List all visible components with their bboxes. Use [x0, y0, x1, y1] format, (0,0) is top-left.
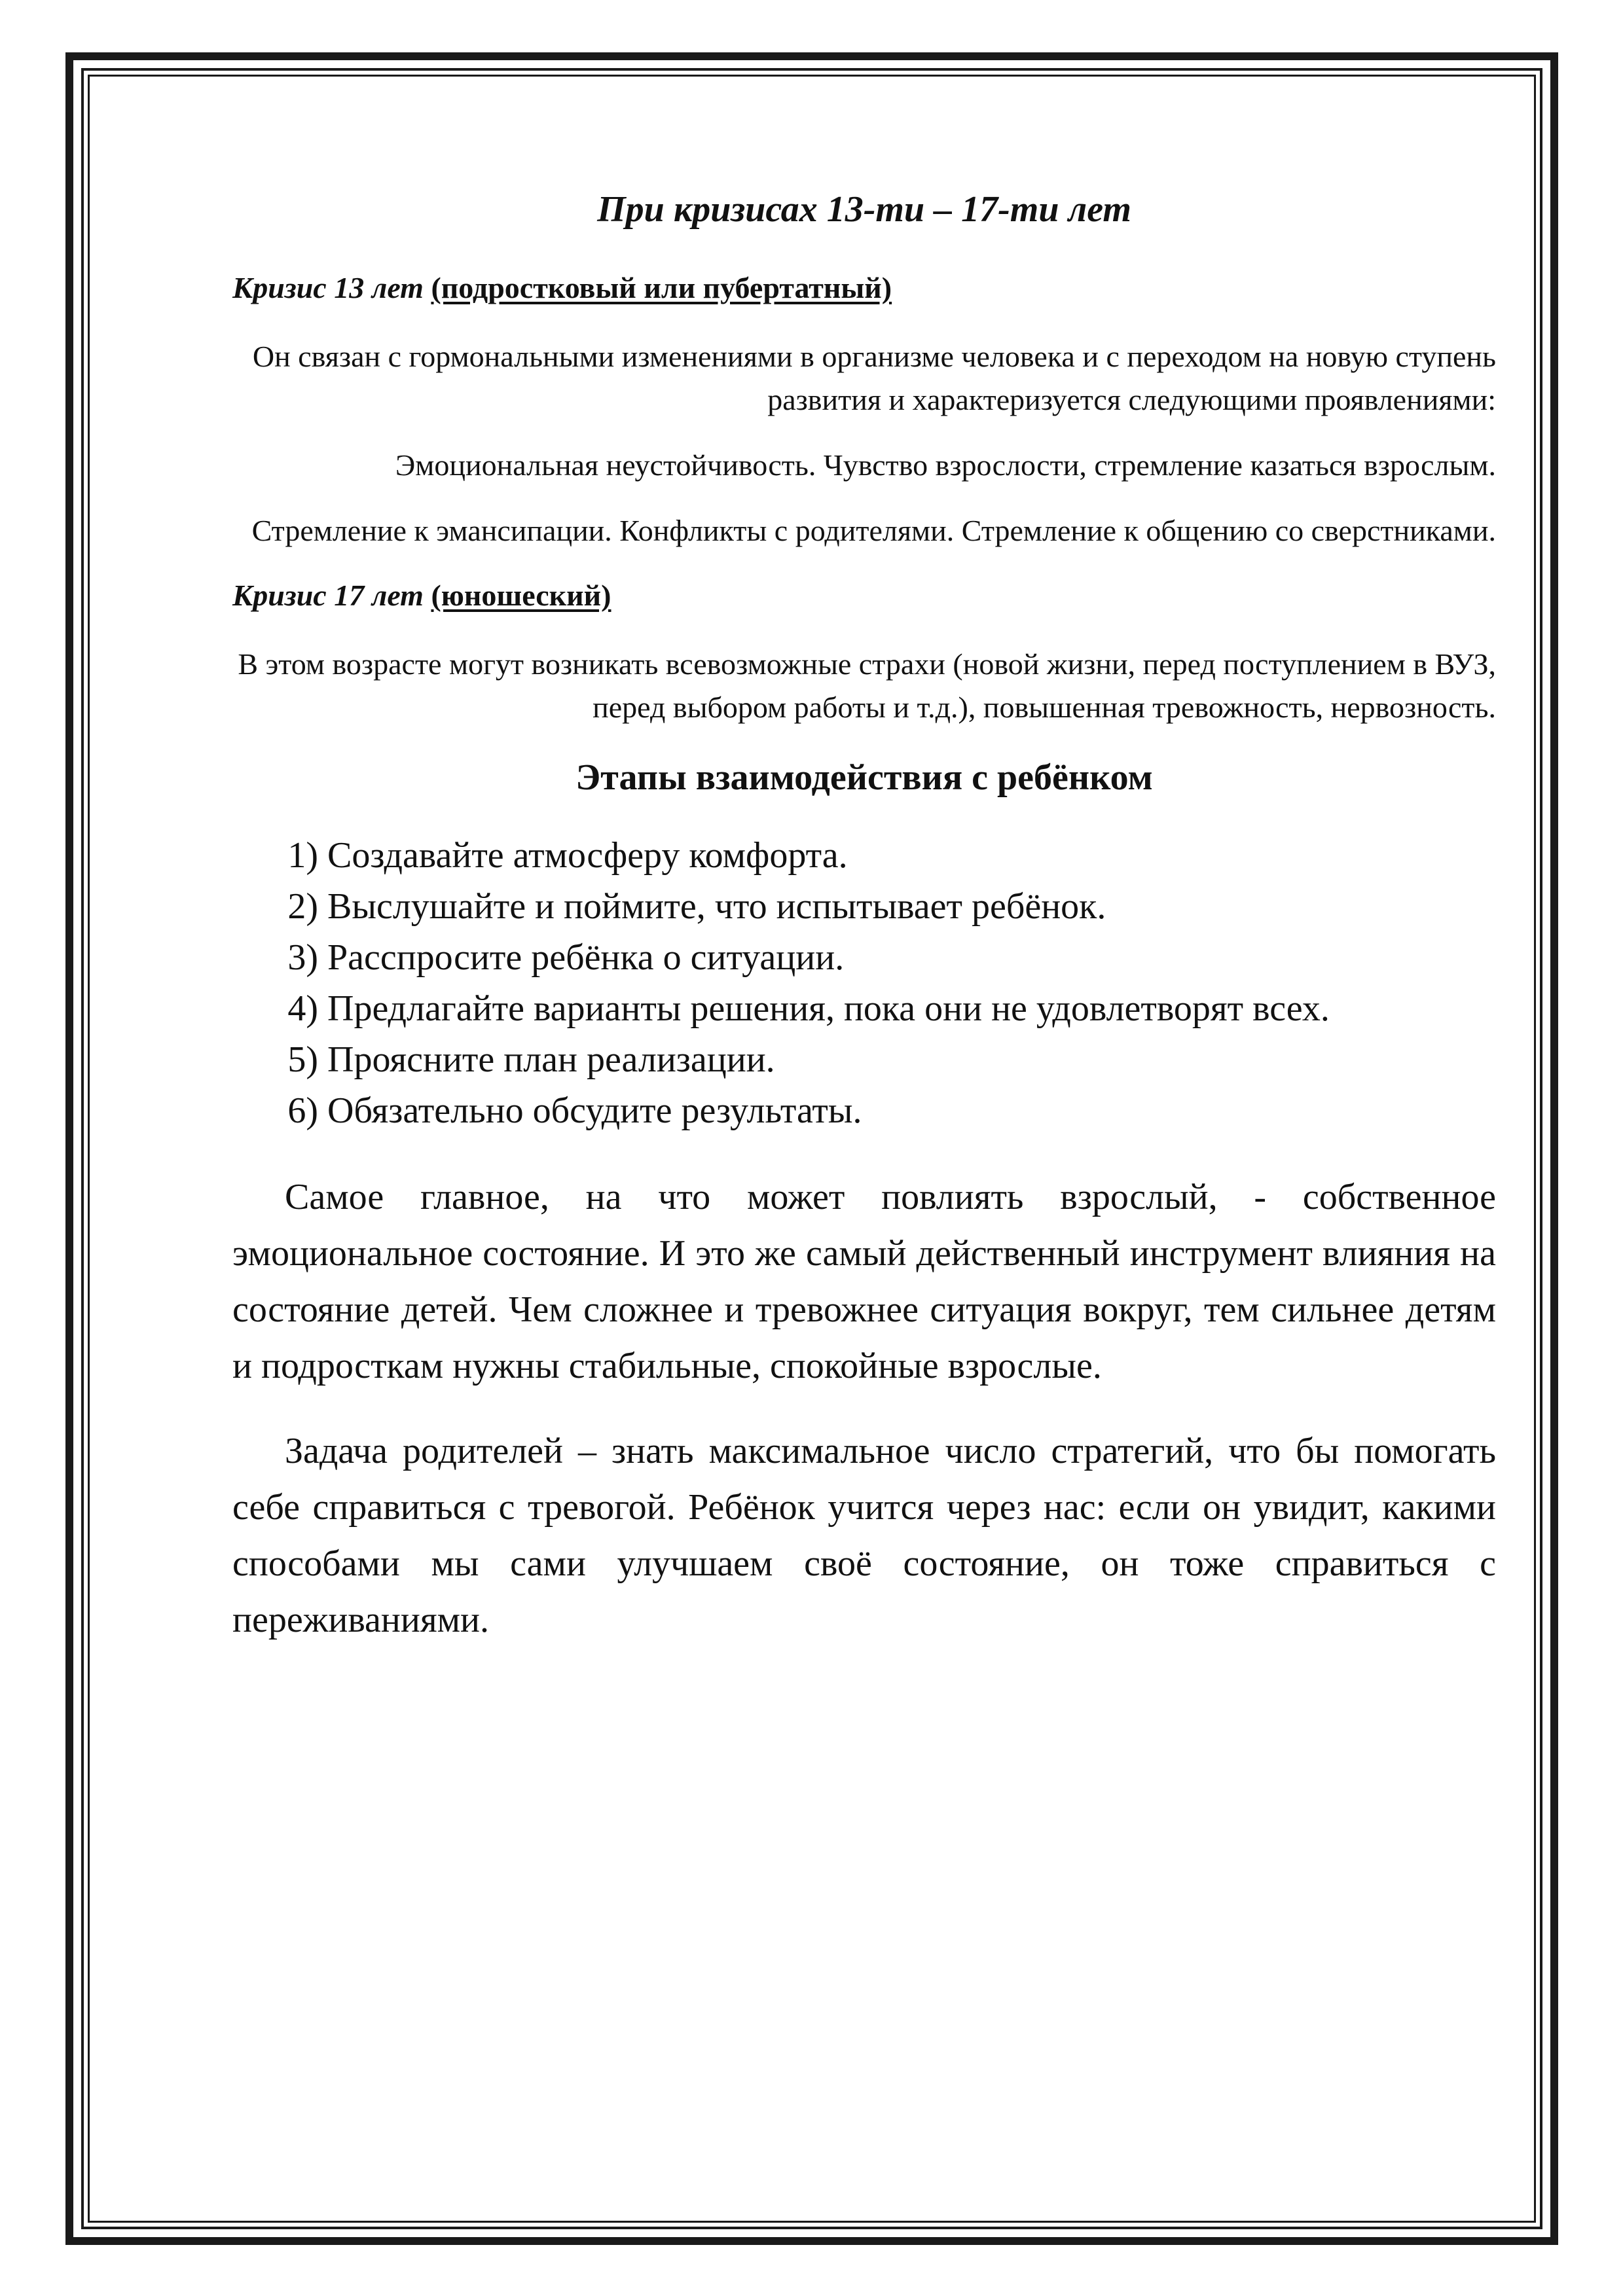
stages-title: Этапы взаимодействия с ребёнком	[575, 757, 1153, 798]
list-item	[232, 1034, 1496, 1085]
list-item-number: 4)	[287, 988, 318, 1029]
list-item	[232, 983, 1496, 1034]
list-item-text: Обязательно обсудите результаты.	[327, 1090, 862, 1131]
crisis-17-label: Кризис 17 лет	[232, 579, 424, 612]
crisis-13-heading	[232, 267, 1496, 309]
list-item-text: Предлагайте варианты решения, пока они не удовлетворят всех.	[327, 988, 1330, 1029]
list-item-text: Проясните план реализации.	[327, 1039, 775, 1080]
list-item	[232, 1085, 1496, 1136]
crisis-13-paragraph: Он связан с гормональными изменениями в организме человека и с переходом на новую ступень развития и характеризуется следующими проявлениями:	[252, 340, 1496, 416]
crisis-13-paragraph: Эмоциональная неустойчивость. Чувство взрослости, стремление казаться взрослым.	[395, 448, 1496, 482]
crisis-13-paragraph: Стремление к эмансипации. Конфликты с родителями. Стремление к общению со сверстниками.	[251, 514, 1496, 547]
list-item-number: 6)	[287, 1090, 318, 1131]
body-paragraph: Самое главное, на что может повлиять взрослый, - собственное эмоциональное состояние. И это же самый действенный инструмент влияния на состояние детей. Чем сложнее и тревожнее ситуация вокруг, тем сильнее детям и подросткам нужны стабильные, спокойные взрослые.	[232, 1177, 1496, 1386]
document-content	[232, 183, 1496, 1677]
crisis-17-heading	[232, 575, 1496, 617]
list-item	[232, 881, 1496, 932]
crisis-13-label: Кризис 13 лет	[232, 271, 424, 304]
list-item-text: Расспросите ребёнка о ситуации.	[327, 937, 845, 978]
crisis-13-type: (подростковый или пубертатный)	[431, 271, 892, 304]
stages-list	[232, 830, 1496, 1136]
list-item-text: Выслушайте и поймите, что испытывает ребёнок.	[327, 886, 1106, 927]
list-item-text: Создавайте атмосферу комфорта.	[327, 835, 848, 876]
crisis-17-type: (юношеский)	[431, 579, 611, 612]
list-item-number: 5)	[287, 1039, 318, 1080]
list-item	[232, 830, 1496, 881]
body-paragraph: Задача родителей – знать максимальное число стратегий, что бы помогать себе справиться с тревогой. Ребёнок учится через нас: если он увидит, какими способами мы сами улучшаем своё состояние, он тоже справиться с переживаниями.	[232, 1431, 1496, 1640]
crisis-17-paragraph: В этом возрасте могут возникать всевозможные страхи (новой жизни, перед поступлением в ВУЗ, перед выбором работы и т.д.), повышенная тревожность, нервозность.	[238, 647, 1496, 724]
document-title: При кризисах 13-ти – 17-ти лет	[597, 189, 1131, 230]
list-item	[232, 932, 1496, 983]
list-item-number: 1)	[287, 835, 318, 876]
list-item-number: 2)	[287, 886, 318, 927]
list-item-number: 3)	[287, 937, 318, 978]
